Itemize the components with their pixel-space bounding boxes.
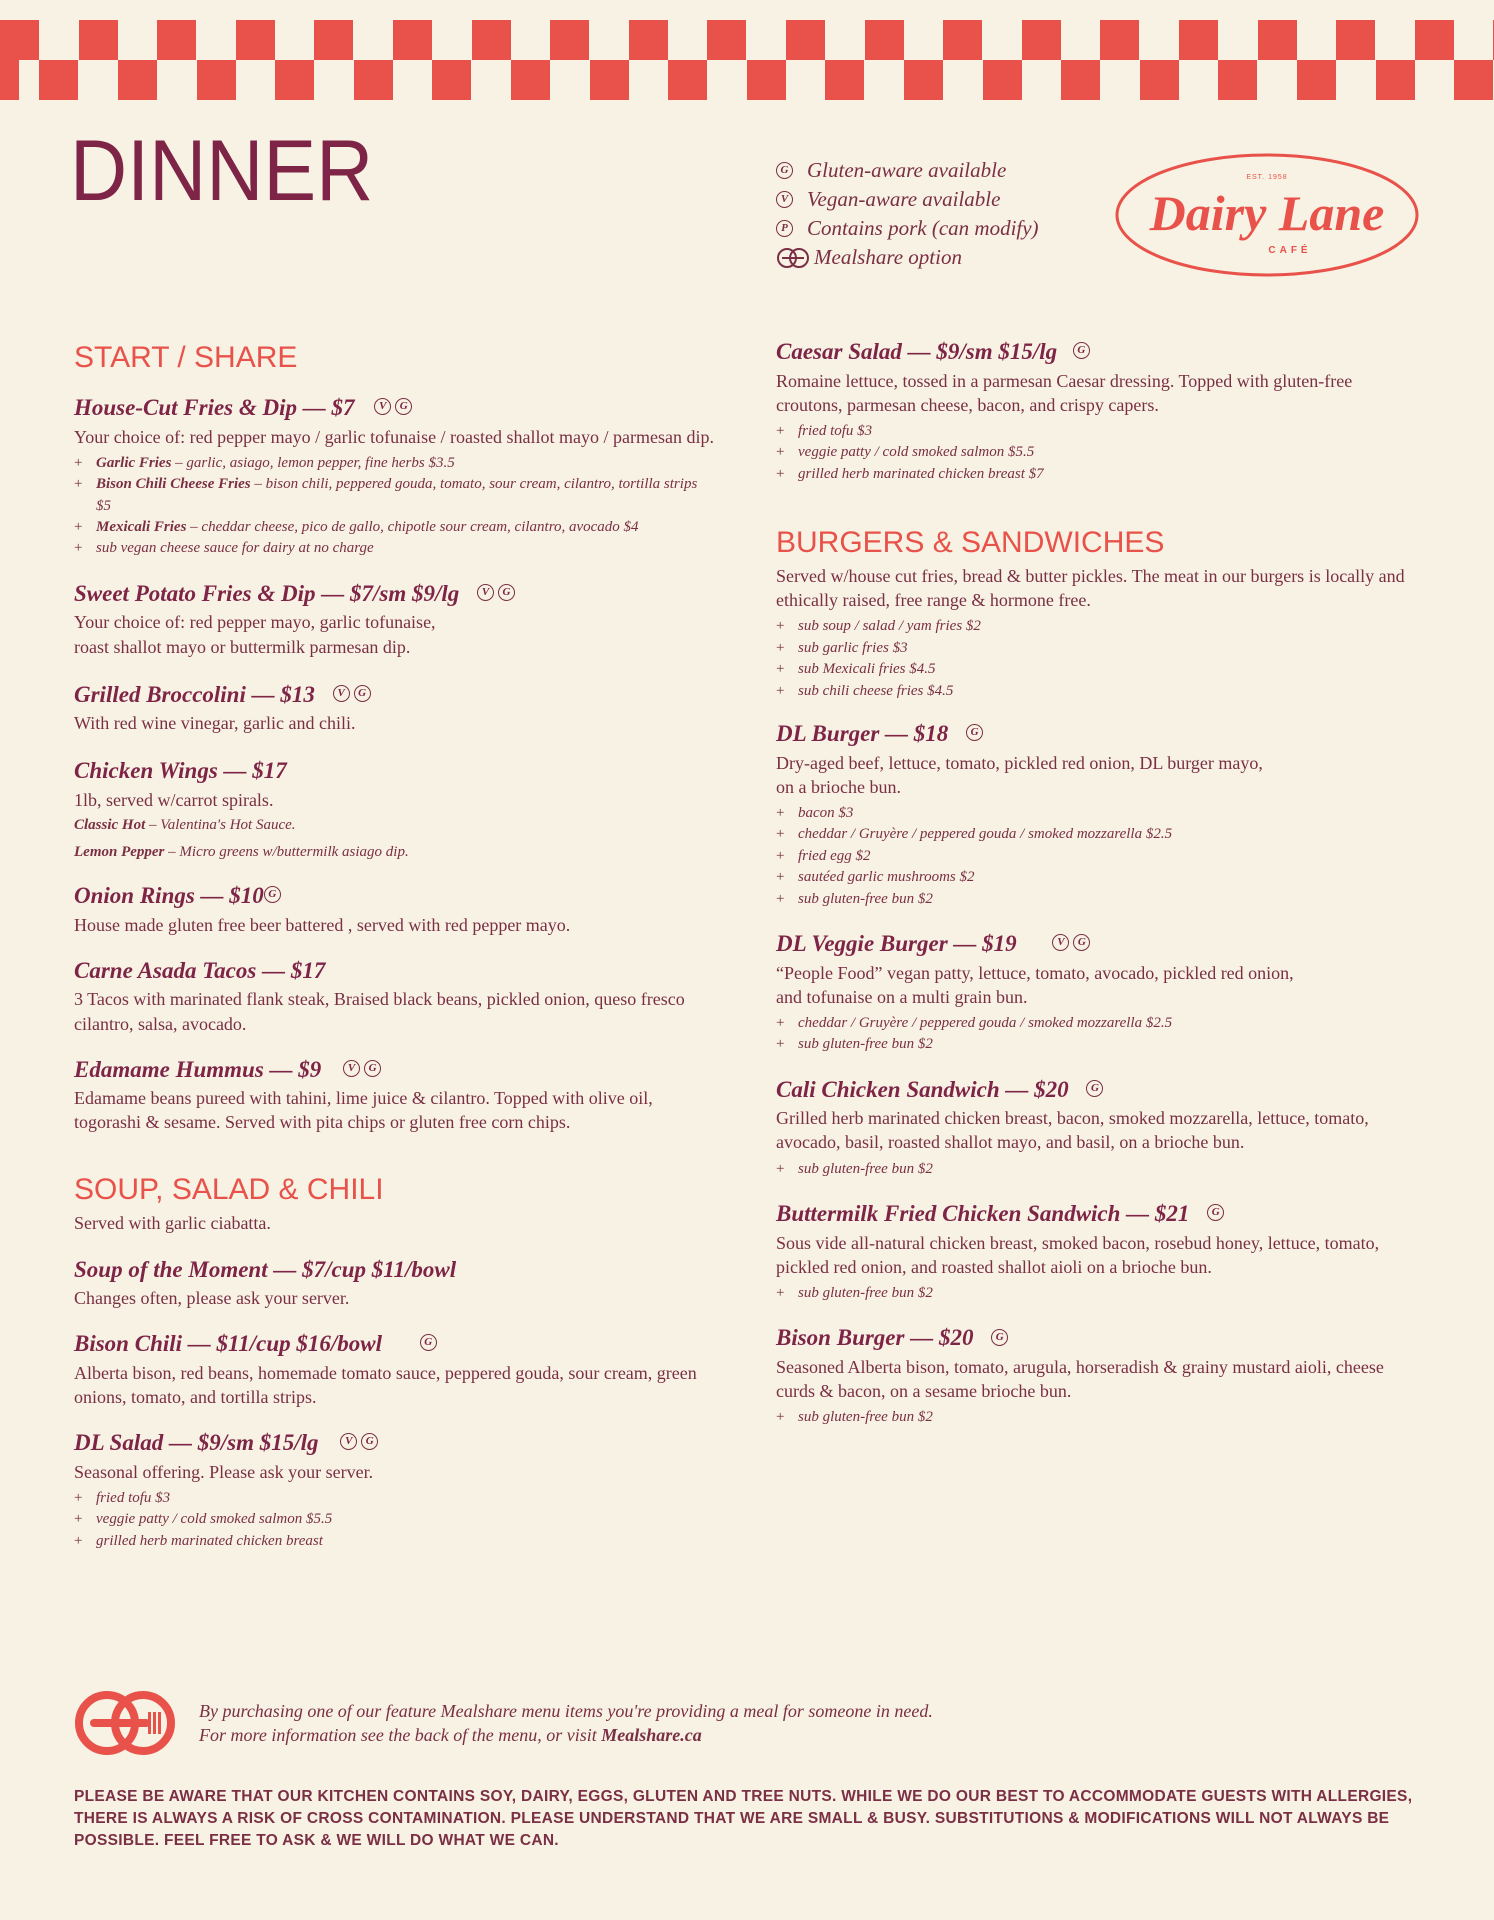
menu-item-house-fries <box>74 394 714 560</box>
item-description: Romaine lettuce, tossed in a parmesan Caesar dressing. Topped with gluten-free croutons, parmesan cheese, bacon, and crispy capers. <box>776 370 1353 415</box>
addon-item: + grilled herb marinated chicken breast <box>74 1531 714 1552</box>
checker-square <box>432 60 471 100</box>
addon-item: + Mexicali Fries – cheddar cheese, pico de gallo, chipotle sour cream, cilantro, avocado $4 <box>74 517 714 538</box>
checker-square <box>590 60 629 100</box>
menu-item-dl-burger <box>776 720 1416 910</box>
menu-item-dl-veggie-burger <box>776 930 1416 1056</box>
item-title: Sweet Potato Fries & Dip — $7/sm $9/lg <box>74 580 460 606</box>
section-intro: Served with garlic ciabatta. <box>74 1213 271 1234</box>
page-title: DINNER <box>70 123 374 219</box>
checker-square <box>1061 60 1100 100</box>
item-title: Grilled Broccolini — $13 <box>74 681 315 707</box>
item-description: “People Food” vegan patty, lettuce, tomato, avocado, pickled red onion, and tofunaise on a multi grain bun. <box>776 962 1294 1007</box>
item-description: Your choice of: red pepper mayo / garlic tofunaise / roasted shallot mayo / parmesan dip. <box>74 426 714 447</box>
checker-square <box>904 60 943 100</box>
logo-est: EST. 1958 <box>1246 174 1288 181</box>
addon-list <box>776 421 1416 485</box>
checker-square <box>668 60 707 100</box>
addon-item: + fried egg $2 <box>776 846 1416 867</box>
item-description: Grilled herb marinated chicken breast, bacon, smoked mozzarella, lettuce, tomato, avocado, basil, roasted shallot mayo, and basil, on a brioche bun. <box>776 1108 1369 1153</box>
item-title: Carne Asada Tacos — $17 <box>74 957 326 983</box>
mealshare-link[interactable]: Mealshare.ca <box>601 1724 702 1745</box>
addon-item: + cheddar / Gruyère / peppered gouda / smoked mozzarella $2.5 <box>776 824 1416 845</box>
item-description: Dry-aged beef, lettuce, tomato, pickled red onion, DL burger mayo, on a brioche bun. <box>776 752 1263 797</box>
item-title: Caesar Salad — $9/sm $15/lg <box>776 339 1058 364</box>
diet-badges <box>420 1331 441 1356</box>
gluten-aware-icon: G <box>1073 342 1090 359</box>
gluten-aware-icon: G <box>1073 934 1090 951</box>
diet-badges <box>1207 1201 1228 1226</box>
gluten-aware-icon: G <box>1207 1204 1224 1221</box>
gluten-aware-icon: G <box>966 724 983 741</box>
addon-item: + fried tofu $3 <box>776 421 1416 442</box>
checker-square <box>1100 20 1139 60</box>
checker-square <box>983 60 1022 100</box>
checker-square <box>118 60 157 100</box>
checker-square <box>865 20 904 60</box>
section-start-share: START / SHARE <box>74 341 298 374</box>
item-title: Onion Rings — $10 <box>74 883 264 909</box>
mealshare-icon <box>776 247 810 269</box>
item-description: 1lb, served w/carrot spirals. <box>74 790 274 810</box>
legend-row-vegan <box>776 185 1039 214</box>
wing-option: Classic Hot – Valentina's Hot Sauce. <box>74 817 296 834</box>
addon-item: + sub soup / salad / yam fries $2 <box>776 616 1416 637</box>
menu-item-buttermilk-chicken <box>776 1200 1416 1304</box>
addon-list <box>776 1407 1416 1428</box>
addon-item: + veggie patty / cold smoked salmon $5.5 <box>776 442 1416 463</box>
checker-square <box>1454 60 1493 100</box>
addon-item: + fried tofu $3 <box>74 1488 714 1509</box>
diet-badges <box>477 581 519 606</box>
diet-badges <box>374 395 416 420</box>
addon-list <box>776 1159 1416 1180</box>
addon-list <box>776 616 1416 702</box>
gluten-aware-icon: G <box>991 1329 1008 1346</box>
diet-badges <box>343 1057 385 1082</box>
allergy-warning: PLEASE BE AWARE THAT OUR KITCHEN CONTAINS SOY, DAIRY, EGGS, GLUTEN AND TREE NUTS. WHILE WE DO OUR BEST TO ACCOMMODATE GUESTS WITH ALLERGIES, THERE IS ALWAYS A RISK OF CROSS CONTAMINATION. PLEASE UNDERSTAND THAT WE ARE SMALL & BUSY. SUBSTITUTIONS & MODIFICATIONS WILL NOT ALWAYS BE POSSIBLE. FEEL FREE TO ASK & WE WILL DO WHAT WE CAN. <box>74 1788 1413 1849</box>
dairy-lane-logo <box>1114 152 1420 278</box>
diet-badges <box>966 721 987 746</box>
addon-item: + sautéed garlic mushrooms $2 <box>776 867 1416 888</box>
checker-square <box>786 20 825 60</box>
addon-list <box>74 1488 714 1552</box>
checker-square <box>1336 20 1375 60</box>
menu-item-sweet-potato-fries <box>74 580 714 659</box>
checker-square <box>1218 60 1257 100</box>
item-title: Buttermilk Fried Chicken Sandwich — $21 <box>776 1201 1190 1227</box>
legend-label: Vegan-aware available <box>807 187 1001 211</box>
checker-square <box>550 20 589 60</box>
addon-item: + sub gluten-free bun $2 <box>776 1407 1416 1428</box>
legend-label: Contains pork (can modify) <box>807 216 1039 240</box>
item-description: House made gluten free beer battered , served with red pepper mayo. <box>74 914 571 935</box>
logo-sub: CAFÉ <box>1268 245 1312 256</box>
diet-badges <box>1052 931 1094 956</box>
legend-row-gluten <box>776 156 1039 185</box>
addon-item: + grilled herb marinated chicken breast $7 <box>776 464 1416 485</box>
menu-item-edamame-hummus <box>74 1056 714 1135</box>
vegan-aware-icon: V <box>340 1433 357 1450</box>
addon-item: + sub gluten-free bun $2 <box>776 1034 1416 1055</box>
diet-badges <box>1073 339 1094 364</box>
checker-square <box>511 60 550 100</box>
diet-badges <box>991 1325 1012 1350</box>
legend-label: Mealshare option <box>814 245 962 269</box>
checker-square <box>79 20 118 60</box>
checker-square <box>197 60 236 100</box>
vegan-aware-icon: V <box>333 685 350 702</box>
checker-square <box>1258 20 1297 60</box>
menu-item-carne-asada-tacos <box>74 957 714 1036</box>
addon-item: + bacon $3 <box>776 803 1416 824</box>
checker-square <box>157 20 196 60</box>
addon-list <box>776 1283 1416 1304</box>
menu-item-cali-chicken <box>776 1076 1416 1180</box>
gluten-aware-icon: G <box>395 398 412 415</box>
gluten-aware-icon: G <box>1086 1080 1103 1097</box>
vegan-aware-icon: V <box>477 584 494 601</box>
checker-square <box>629 20 668 60</box>
checker-square <box>236 20 275 60</box>
diet-badges <box>340 1430 382 1455</box>
item-description: Seasonal offering. Please ask your server. <box>74 1461 374 1482</box>
checker-row-top <box>0 20 1494 60</box>
addon-item: + Garlic Fries – garlic, asiago, lemon pepper, fine herbs $3.5 <box>74 453 714 474</box>
gluten-aware-icon: G <box>420 1334 437 1351</box>
checker-square <box>1179 20 1218 60</box>
vegan-aware-icon: V <box>343 1060 360 1077</box>
legend-row-pork <box>776 214 1039 243</box>
logo-name: Dairy Lane <box>1149 185 1385 241</box>
addon-item: + veggie patty / cold smoked salmon $5.5 <box>74 1509 714 1530</box>
right-column <box>776 338 1416 1443</box>
mealshare-note: By purchasing one of our feature Mealshare menu items you're providing a meal for someone in need. For more information see the back of the menu, or visit Mealshare.ca <box>199 1701 933 1745</box>
item-description: Changes often, please ask your server. <box>74 1288 350 1309</box>
vegan-aware-icon: V <box>1052 934 1069 951</box>
checker-square <box>1376 60 1415 100</box>
diet-badges <box>333 682 375 707</box>
checker-square <box>1297 60 1336 100</box>
item-title: DL Burger — $18 <box>776 721 949 747</box>
addon-item: + sub gluten-free bun $2 <box>776 1159 1416 1180</box>
checkered-banner <box>0 0 1494 100</box>
menu-item-bison-chili <box>74 1330 714 1409</box>
item-description: Edamame beans pureed with tahini, lime juice & cilantro. Topped with olive oil, togorashi & sesame. Served with pita chips or gluten free corn chips. <box>74 1088 653 1133</box>
item-description: Your choice of: red pepper mayo, garlic tofunaise, roast shallot mayo or buttermilk parmesan dip. <box>74 612 436 657</box>
vegan-aware-icon: V <box>374 398 391 415</box>
gluten-aware-icon: G <box>498 584 515 601</box>
item-title: Edamame Hummus — $9 <box>74 1056 322 1082</box>
vegan-aware-icon: V <box>776 191 793 208</box>
checker-square <box>747 60 786 100</box>
checker-square <box>1140 60 1179 100</box>
item-description: With red wine vinegar, garlic and chili. <box>74 713 356 734</box>
item-title: House-Cut Fries & Dip — $7 <box>74 395 355 420</box>
item-title: Bison Chili — $11/cup $16/bowl <box>74 1331 383 1357</box>
checker-square <box>39 60 78 100</box>
checker-row-bottom <box>0 60 1494 100</box>
checker-square <box>0 20 39 60</box>
item-title: DL Veggie Burger — $19 <box>776 931 1017 957</box>
checker-square <box>707 20 746 60</box>
gluten-aware-icon: G <box>354 685 371 702</box>
menu-item-dl-salad <box>74 1429 714 1552</box>
item-title: Cali Chicken Sandwich — $20 <box>776 1076 1069 1102</box>
pork-icon: P <box>776 220 793 237</box>
item-title: Chicken Wings — $17 <box>74 758 287 784</box>
checker-square <box>275 60 314 100</box>
menu-item-broccolini <box>74 681 714 736</box>
item-description: Sous vide all-natural chicken breast, smoked bacon, rosebud honey, lettuce, tomato, pickled red onion, and roasted shallot aioli on a brioche bun. <box>776 1232 1380 1277</box>
menu-item-soup <box>74 1256 714 1311</box>
addon-list <box>776 1013 1416 1056</box>
addon-item: + sub gluten-free bun $2 <box>776 1283 1416 1304</box>
checker-square <box>1415 20 1454 60</box>
addon-item: + Bison Chili Cheese Fries – bison chili, peppered gouda, tomato, sour cream, cilantro, tortilla strips $5 <box>74 474 714 517</box>
diet-badges <box>1086 1077 1107 1102</box>
item-description: 3 Tacos with marinated flank steak, Braised black beans, pickled onion, queso fresco cilantro, salsa, avocado. <box>74 989 685 1034</box>
legend-row-mealshare <box>776 243 1039 272</box>
item-title: DL Salad — $9/sm $15/lg <box>74 1430 319 1456</box>
addon-list <box>74 453 714 560</box>
gluten-aware-icon: G <box>264 886 281 903</box>
item-description: Alberta bison, red beans, homemade tomato sauce, peppered gouda, sour cream, green onions, tomato, and tortilla strips. <box>74 1362 697 1407</box>
checker-square <box>943 20 982 60</box>
addon-item: + sub Mexicali fries $4.5 <box>776 659 1416 680</box>
item-title: Soup of the Moment — $7/cup $11/bowl <box>74 1256 457 1282</box>
addon-item: + cheddar / Gruyère / peppered gouda / smoked mozzarella $2.5 <box>776 1013 1416 1034</box>
gluten-aware-icon: G <box>776 162 793 179</box>
addon-list <box>776 803 1416 910</box>
menu-item-caesar-salad <box>776 338 1416 485</box>
menu-item-bison-burger <box>776 1324 1416 1428</box>
wing-option: Lemon Pepper – Micro greens w/buttermilk asiago dip. <box>74 844 409 861</box>
item-title: Bison Burger — $20 <box>776 1325 974 1351</box>
checker-square <box>1022 20 1061 60</box>
gluten-aware-icon: G <box>361 1433 378 1450</box>
checker-square <box>354 60 393 100</box>
addon-item: + sub chili cheese fries $4.5 <box>776 681 1416 702</box>
gluten-aware-icon: G <box>364 1060 381 1077</box>
checker-square <box>825 60 864 100</box>
checker-square <box>0 60 19 100</box>
mealshare-icon <box>74 1690 176 1756</box>
left-column <box>74 340 714 1566</box>
addon-item: + sub gluten-free bun $2 <box>776 889 1416 910</box>
checker-square <box>314 20 353 60</box>
addon-item: + sub garlic fries $3 <box>776 638 1416 659</box>
menu-item-chicken-wings <box>74 757 714 866</box>
checker-square <box>472 20 511 60</box>
legend-label: Gluten-aware available <box>807 158 1007 182</box>
section-soup-salad-chili: SOUP, SALAD & CHILI <box>74 1173 384 1207</box>
item-description: Seasoned Alberta bison, tomato, arugula, horseradish & grainy mustard aioli, cheese curds & bacon, on a sesame brioche bun. <box>776 1356 1384 1401</box>
checker-square <box>393 20 432 60</box>
addon-item: + sub vegan cheese sauce for dairy at no charge <box>74 538 714 559</box>
section-burgers-sandwiches: BURGERS & SANDWICHES <box>776 526 1165 560</box>
dietary-legend <box>776 156 1039 272</box>
menu-item-onion-rings <box>74 882 714 937</box>
section-intro: Served w/house cut fries, bread & butter pickles. The meat in our burgers is locally and ethically raised, free range & hormone free. <box>776 566 1405 611</box>
